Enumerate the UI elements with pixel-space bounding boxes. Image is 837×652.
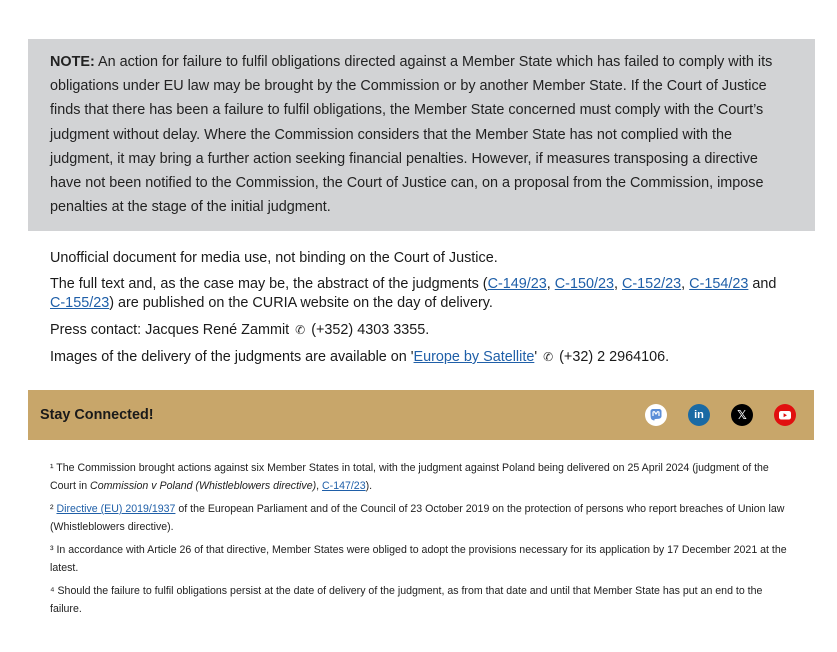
note-box [28, 39, 815, 231]
phone-icon: ✆ [295, 323, 306, 337]
social-links [624, 404, 796, 426]
footnote-1 [50, 460, 790, 495]
footnote-2-text: of the European Parliament and of the Council of 23 October 2019 on the protection of persons who report breaches of Union law (Whistleblowers directive). [50, 503, 785, 533]
press-contact [50, 320, 790, 340]
full-text-paragraph [50, 275, 790, 313]
press-info [50, 248, 790, 367]
case-link-c149[interactable]: C-149/23 [487, 276, 547, 292]
case-link-c150[interactable]: C-150/23 [554, 276, 614, 292]
full-text-intro: The full text and, as the case may be, the abstract of the judgments ( [50, 276, 488, 292]
youtube-icon[interactable] [774, 404, 796, 426]
case-sep: , [681, 276, 690, 292]
images-quote: ' [534, 349, 542, 365]
press-contact-phone: (+352) 4303 3355. [307, 322, 430, 338]
unofficial-notice: Unofficial document for media use, not binding on the Court of Justice. [50, 250, 498, 266]
footnote-number: ² [50, 503, 54, 515]
footnote-2 [50, 501, 790, 536]
case-sep: , [546, 276, 555, 292]
case-sep: , [613, 276, 622, 292]
images-intro: Images of the delivery of the judgments are available on ' [50, 349, 414, 365]
case-and: and [748, 276, 777, 292]
case-link-c155[interactable]: C-155/23 [50, 295, 110, 311]
mastodon-glyph [645, 404, 667, 426]
note-label: NOTE: [50, 54, 95, 70]
note-text: An action for failure to fulfil obligations directed against a Member State which has failed to comply with its obligations under EU law may be brought by the Commission or by another Member State. If the Court of Justice finds that there has been a failure to fulfil obligations, the Member State concerned must comply with the Court’s judgment without delay. Where the Commission considers that the Member State has not complied with the judgment, it may bring a further action seeking financial penalties. However, if measures transposing a directive have not been notified to the Commission, the Court of Justice can, on a proposal from the Commission, impose penalties at the stage of the initial judgment. [50, 54, 773, 216]
footnote-number: ¹ [50, 462, 54, 474]
footnote-1-text: The Commission brought actions against six Member States in total, with the judgment against Poland being delivered on 25 April 2024 (judgment of the Court in [50, 462, 769, 492]
stay-connected-bar [28, 390, 814, 440]
press-contact-name: Press contact: Jacques René Zammit [50, 322, 294, 338]
phone-icon: ✆ [543, 350, 554, 364]
youtube-glyph [774, 404, 796, 426]
images-phone: (+32) 2 2964106. [555, 349, 670, 365]
full-text-outro: ) are published on the CURIA website on the day of delivery. [109, 295, 493, 311]
linkedin-icon[interactable]: in [688, 404, 710, 426]
case-link-c147[interactable]: C-147/23 [322, 479, 366, 492]
footnote-1-sep: , [316, 479, 323, 492]
footnote-1-end: ). [365, 479, 373, 492]
mastodon-icon[interactable] [645, 404, 667, 426]
footnote-1-case-name: Commission v Poland (Whistleblowers directive) [90, 479, 317, 492]
stay-connected-title: Stay Connected! [40, 407, 154, 423]
images-delivery [50, 347, 790, 367]
case-link-c152[interactable]: C-152/23 [621, 276, 682, 292]
x-icon[interactable]: 𝕏 [731, 404, 753, 426]
footnotes [50, 460, 790, 624]
case-link-c154[interactable]: C-154/23 [689, 276, 749, 292]
footnote-4: ⁴ Should the failure to fulfil obligations persist at the date of delivery of the judgment, as from that date and until that Member State has put an end to the failure. [50, 585, 763, 615]
directive-link[interactable]: Directive (EU) 2019/1937 [56, 503, 176, 515]
europe-by-satellite-link[interactable]: Europe by Satellite [413, 349, 535, 365]
footnote-3: ³ In accordance with Article 26 of that directive, Member States were obliged to adopt the provisions necessary for its application by 17 December 2021 at the latest. [50, 544, 787, 574]
